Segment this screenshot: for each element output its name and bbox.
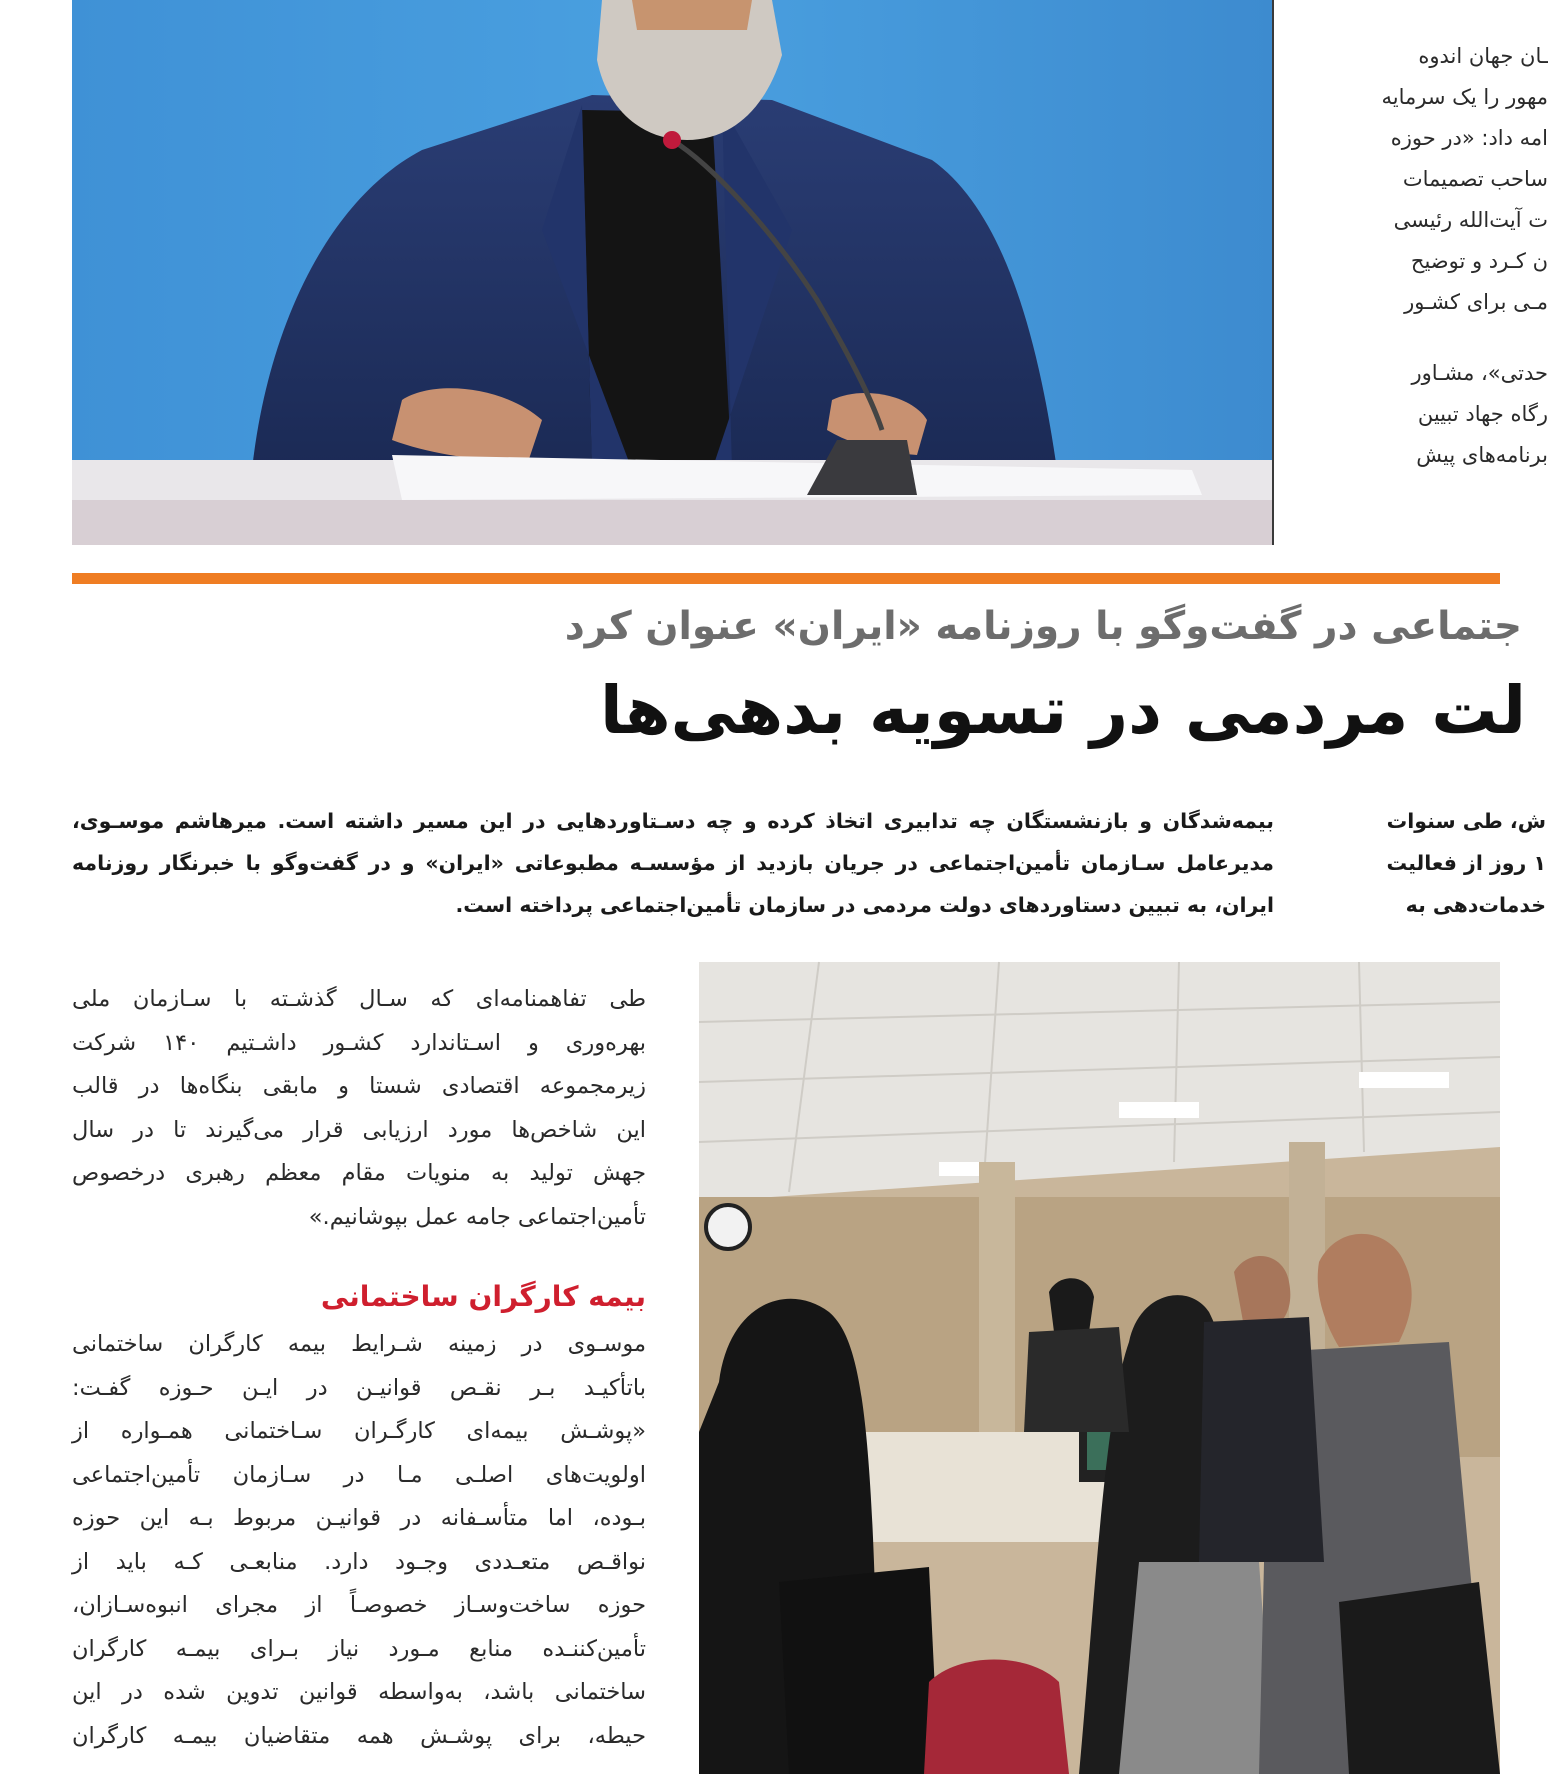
text-line: امه داد: «در حوزه	[1390, 126, 1548, 150]
text-line: این شاخص‌ها مورد ارزیابی قرار می‌گیرند تا در سال	[72, 1116, 646, 1143]
text-line: حوزه ساخت‌وسـاز خصوصـاً از مجرای انبوه‌سـازان،	[72, 1592, 646, 1618]
article-body	[72, 978, 646, 1758]
office-visit-photo	[699, 962, 1500, 1774]
text-line: ن کـرد و توضیح	[1410, 249, 1548, 273]
text-line: حیطه، برای پوشـش همه متقاضیان بیمـه کارگران	[72, 1722, 646, 1749]
text-line: تأمین‌اجتماعی جامه عمل بپوشانیم.»	[308, 1203, 646, 1230]
text-line: ساختمانی باشد، به‌واسطه قوانین تدوین شده در این	[72, 1679, 646, 1705]
text-line: خدمات‌دهی به	[1405, 893, 1546, 917]
text-line: بـوده، اما متأسـفانه در قوانیـن مربوط بـه این حوزه	[72, 1505, 646, 1531]
article-kicker: جتماعی در گفت‌وگو با روزنامه «ایران» عنوان کرد	[564, 604, 1522, 649]
text-line: ۱ روز از فعالیت	[1386, 851, 1546, 875]
text-line: ت آیت‌الله رئیسی	[1393, 208, 1548, 232]
text-line: نواقـص متعـددی وجـود دارد. منابعـی کـه باید از	[72, 1548, 646, 1575]
article-headline: لت مردمی در تسویه بدهی‌ها	[600, 672, 1526, 749]
text-line: مـی برای کشـور	[1404, 290, 1548, 314]
text-line: جهش تولید به منویات مقام معظم رهبری درخصوص	[72, 1160, 646, 1186]
text-line: «پوشـش بیمه‌ای کارگـران سـاختمانی همـواره از	[72, 1418, 646, 1444]
lead-right-column	[1326, 800, 1546, 926]
text-line: برنامه‌های پیش	[1416, 443, 1548, 467]
text-line: حدتی»، مشـاور	[1411, 361, 1548, 385]
section-subhead: بیمه کارگران ساختمانی	[320, 1280, 646, 1313]
text-line: طی تفاهمنامه‌ای که سـال گذشـته با سـازمان ملی	[72, 986, 646, 1012]
text-line: تأمین‌کننـده منابع مـورد نیاز بـرای بیمـه کارگران	[72, 1635, 646, 1662]
text-line: ـان جهان اندوه	[1418, 44, 1548, 68]
text-line: زیرمجموعه اقتصادی شستا و مابقی بنگاه‌ها در قالب	[72, 1073, 646, 1099]
text-line: باتأکیـد بـر نقـص قوانیـن در ایـن حـوزه گفـت:	[72, 1374, 646, 1401]
text-line: مهور را یک سرمایه	[1381, 85, 1548, 109]
article-lead: بیمه‌شدگان و بازنشستگان چه تدابیری اتخاذ کرده و چه دسـتاوردهایی در این مسیر داشته است. میرهاشم موسـوی، مدیرعامل سـازمان تأمین‌اجتماعی در جریان بازدید از مؤسسـه مطبوعاتی «ایران» و در گفت‌وگو با خبرنگار روزنامه ایران، به تبیین دستاوردهای دولت مردمی در سازمان تأمین‌اجتماعی پرداخته است.	[72, 809, 1274, 917]
column-divider	[1272, 0, 1274, 545]
text-line: بهره‌وری و اسـتاندارد کشـور داشـتیم ۱۴۰ شرکت	[72, 1029, 646, 1056]
text-line: اولویت‌های اصلـی مـا در سـازمان تأمین‌اجتماعی	[72, 1461, 646, 1488]
text-line: رگاه جهاد تبیین	[1417, 402, 1548, 426]
top-right-column	[1318, 36, 1548, 476]
section-divider	[72, 573, 1500, 584]
text-line: ش، طی سنوات	[1386, 809, 1546, 833]
text-line: موسـوی در زمینه شـرایط بیمه کارگران ساختمانی	[72, 1331, 646, 1357]
text-line: ساحب تصمیمات	[1402, 167, 1548, 191]
top-photo	[72, 0, 1272, 545]
